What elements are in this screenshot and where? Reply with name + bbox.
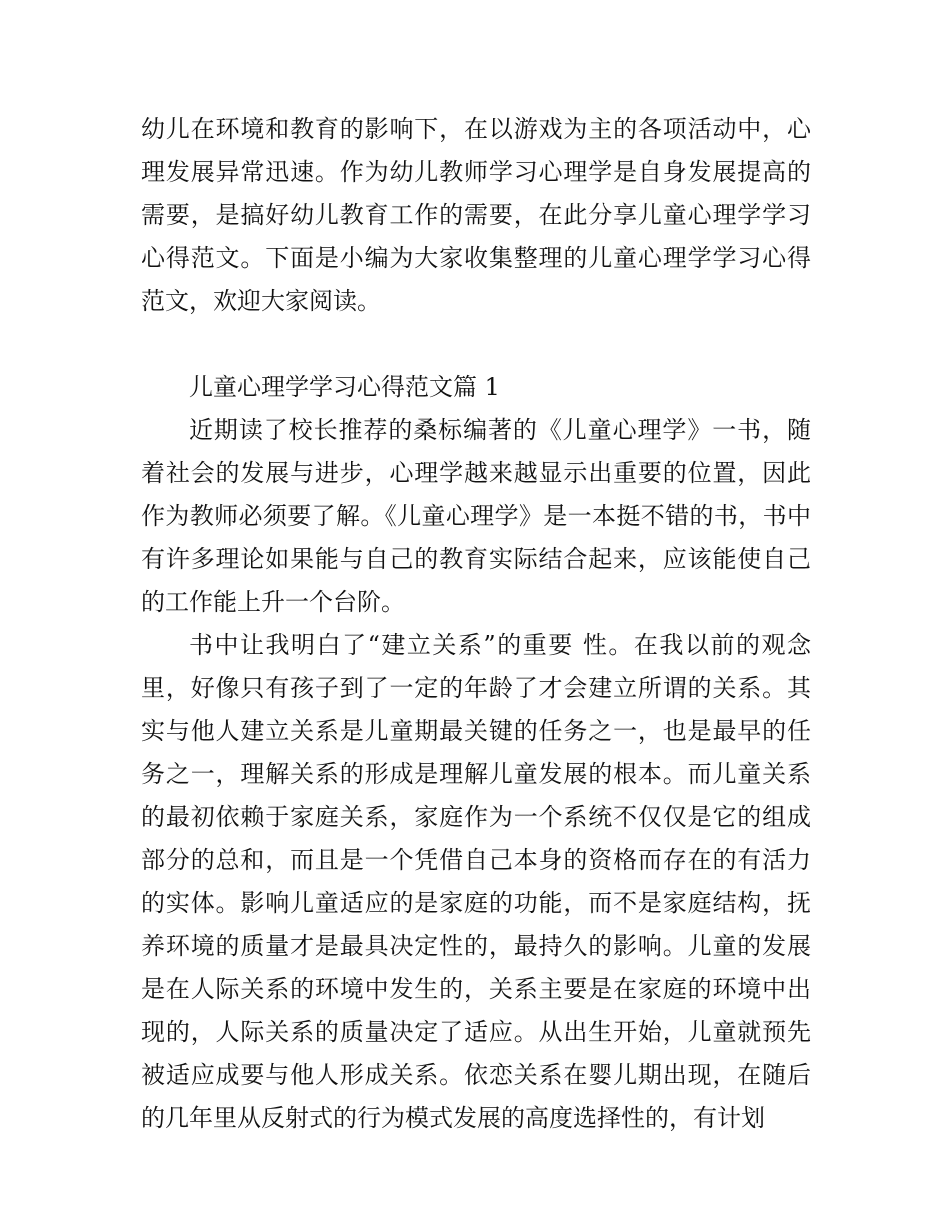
document-body — [141, 108, 811, 1140]
section-spacer — [141, 323, 811, 366]
body-paragraph-1: 近期读了校长推荐的桑标编著的《儿童心理学》一书，随着社会的发展与进步，心理学越来越显示出重要的位置，因此作为教师必须要了解。《儿童心理学》是一本挺不错的书，书中有许多理论如果能与自己的教育实际结合起来，应该能使自己的工作能上升一个台阶。 — [141, 416, 811, 616]
body-paragraph-2: 书中让我明白了“建立关系”的重要 性。在我以前的观念里，好像只有孩子到了一定的年龄了才会建立所谓的关系。其实与他人建立关系是儿童期最关键的任务之一，也是最早的任务之一，理解关系的形成是理解儿童发展的根本。而儿童关系的最初依赖于家庭关系，家庭作为一个系统不仅仅是它的组成部分的总和，而且是一个凭借自己本身的资格而存在的有活力的实体。影响儿童适应的是家庭的功能，而不是家庭结构，抚养环境的质量才是最具决定性的，最持久的影响。儿童的发展是在人际关系的环境中发生的，关系主要是在家庭的环境中出现的，人际关系的质量决定了适应。从出生开始，儿童就预先被适应成要与他人形成关系。依恋关系在婴儿期出现，在随后的几年里从反射式的行为模式发展的高度选择性的，有计划 — [141, 631, 811, 1132]
intro-paragraph: 幼儿在环境和教育的影响下，在以游戏为主的各项活动中，心理发展异常迅速。作为幼儿教师学习心理学是自身发展提高的需要，是搞好幼儿教育工作的需要，在此分享儿童心理学学习心得范文。下面是小编为大家收集整理的儿童心理学学习心得范文，欢迎大家阅读。 — [141, 115, 811, 315]
section-title: 儿童心理学学习心得范文篇 1 — [189, 373, 500, 401]
